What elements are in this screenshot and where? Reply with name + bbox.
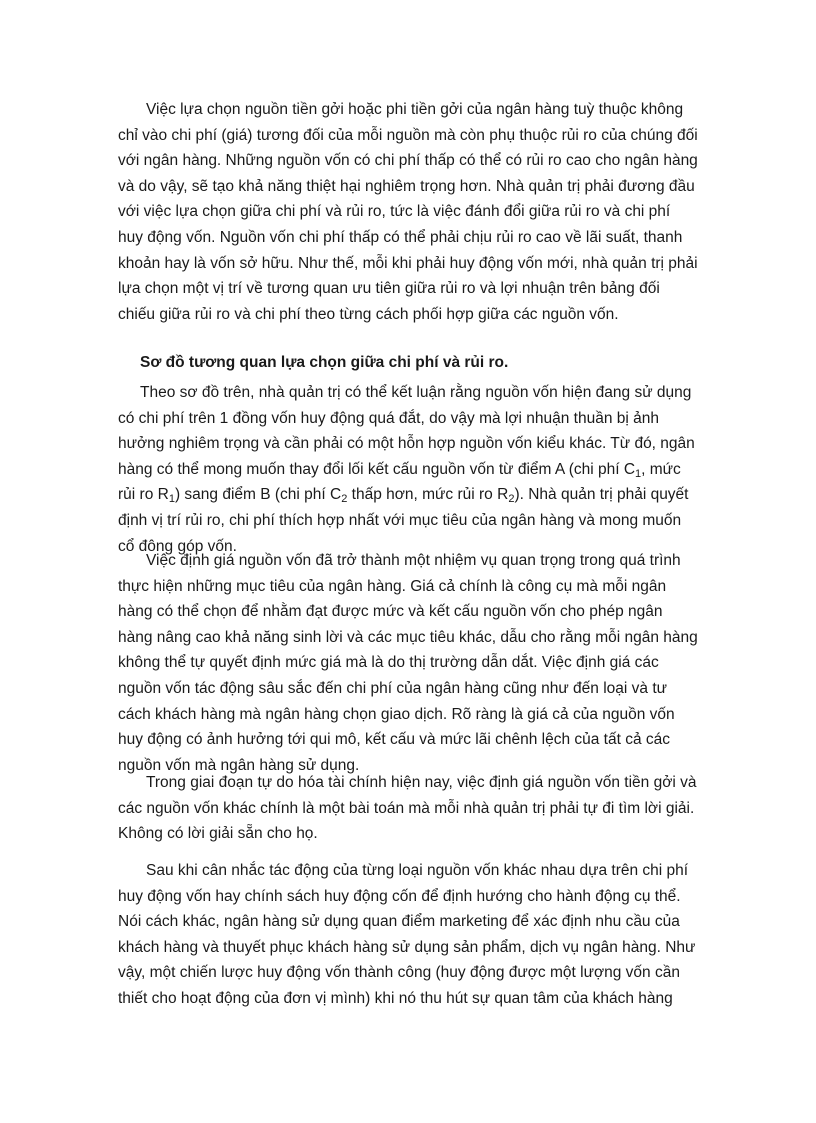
paragraph-2-text-1: Theo sơ đồ trên, nhà quản trị có thể kết luận rằng nguồn vốn hiện đang sử dụng có chi phí trên 1 đồng vốn huy động quá đắt, do vậy mà lợi nhuận thuần bị ảnh hưởng nghiêm trọng và cần phải có một hỗn hợp nguồn vốn kiểu khác. Từ đó, ngân hàng có thể mong muốn thay đổi lối kết cấu nguồn vốn từ điểm A (chi phí C (118, 384, 695, 478)
subscript-r1: 1 (168, 493, 175, 506)
subscript-r2: 2 (508, 493, 515, 506)
paragraph-3: Việc định giá nguồn vốn đã trở thành một nhiệm vụ quan trọng trong quá trình thực hiện những mục tiêu của ngân hàng. Giá cả chính là công cụ mà mỗi ngân hàng có thể chọn để nhằm đạt được mức và kết cấu nguồn vốn cho phép ngân hàng nâng cao khả năng sinh lời và các mục tiêu khác, dẫu cho rằng mỗi ngân hàng không thể tự quyết định mức giá mà là do thị trường dẫn dắt. Việc định giá các nguồn vốn tác động sâu sắc đến chi phí của ngân hàng cũng như đến loại và tư cách khách hàng mà ngân hàng chọn giao dịch. Rõ ràng là giá cả của nguồn vốn huy động có ảnh hưởng tới qui mô, kết cấu và mức lãi chênh lệch của tất cả các nguồn vốn mà ngân hàng sử dụng. (118, 552, 698, 774)
paragraph-5: Sau khi cân nhắc tác động của từng loại nguồn vốn khác nhau dựa trên chi phí huy động vốn hay chính sách huy động cốn để định hướng cho hành động cụ thể. Nói cách khác, ngân hàng sử dụng quan điểm marketing để xác định nhu cầu của khách hàng và thuyết phục khách hàng sử dụng sản phẩm, dịch vụ ngân hàng. Như vậy, một chiến lược huy động vốn thành công (huy động được một lượng vốn cần thiết cho hoạt động của đơn vị mình) khi nó thu hút sự quan tâm của khách hàng (118, 862, 696, 1007)
paragraph-2-text-2: , mức rủi ro R (118, 460, 681, 504)
paragraph-4: Trong giai đoạn tự do hóa tài chính hiện nay, việc định giá nguồn vốn tiền gởi và các nguồn vốn khác chính là một bài toán mà mỗi nhà quản trị phải tự đi tìm lời giải. Không có lời giải sẵn cho họ. (118, 774, 697, 843)
paragraph-2-text-4: thấp hơn, mức rủi ro R (347, 486, 509, 504)
paragraph-2-text-3: ) sang điểm B (chi phí C (174, 486, 342, 504)
paragraph-2-text-5: ). Nhà quản trị phải quyết định vị trí rủi ro, chi phí thích hợp nhất với mục tiêu của ngân hàng và mong muốn cổ đông góp vốn. (118, 486, 689, 555)
section-heading: Sơ đồ tương quan lựa chọn giữa chi phí và rủi ro. (140, 354, 509, 371)
paragraph-2 (118, 380, 698, 559)
subscript-c2: 2 (341, 493, 348, 506)
subscript-c1: 1 (635, 467, 642, 480)
paragraph-1: Việc lựa chọn nguồn tiền gởi hoặc phi tiền gởi của ngân hàng tuỳ thuộc không chỉ vào chi phí (giá) tương đối của mỗi nguồn mà còn phụ thuộc rủi ro của chúng đối với ngân hàng. Những nguồn vốn có chi phí thấp có thể có rủi ro cao cho ngân hàng và do vậy, sẽ tạo khả năng thiệt hại nghiêm trọng hơn. Nhà quản trị phải đương đầu với việc lựa chọn giữa chi phí và rủi ro, tức là việc đánh đổi giữa rủi ro và chi phí huy động vốn. Nguồn vốn chi phí thấp có thể phải chịu rủi ro cao về lãi suất, thanh khoản hay là vốn sở hữu. Như thế, mỗi khi phải huy động vốn mới, nhà quản trị phải lựa chọn một vị trí về tương quan ưu tiên giữa rủi ro và lợi nhuận trên bảng đối chiếu giữa rủi ro và chi phí theo từng cách phối hợp giữa các nguồn vốn. (118, 101, 698, 323)
